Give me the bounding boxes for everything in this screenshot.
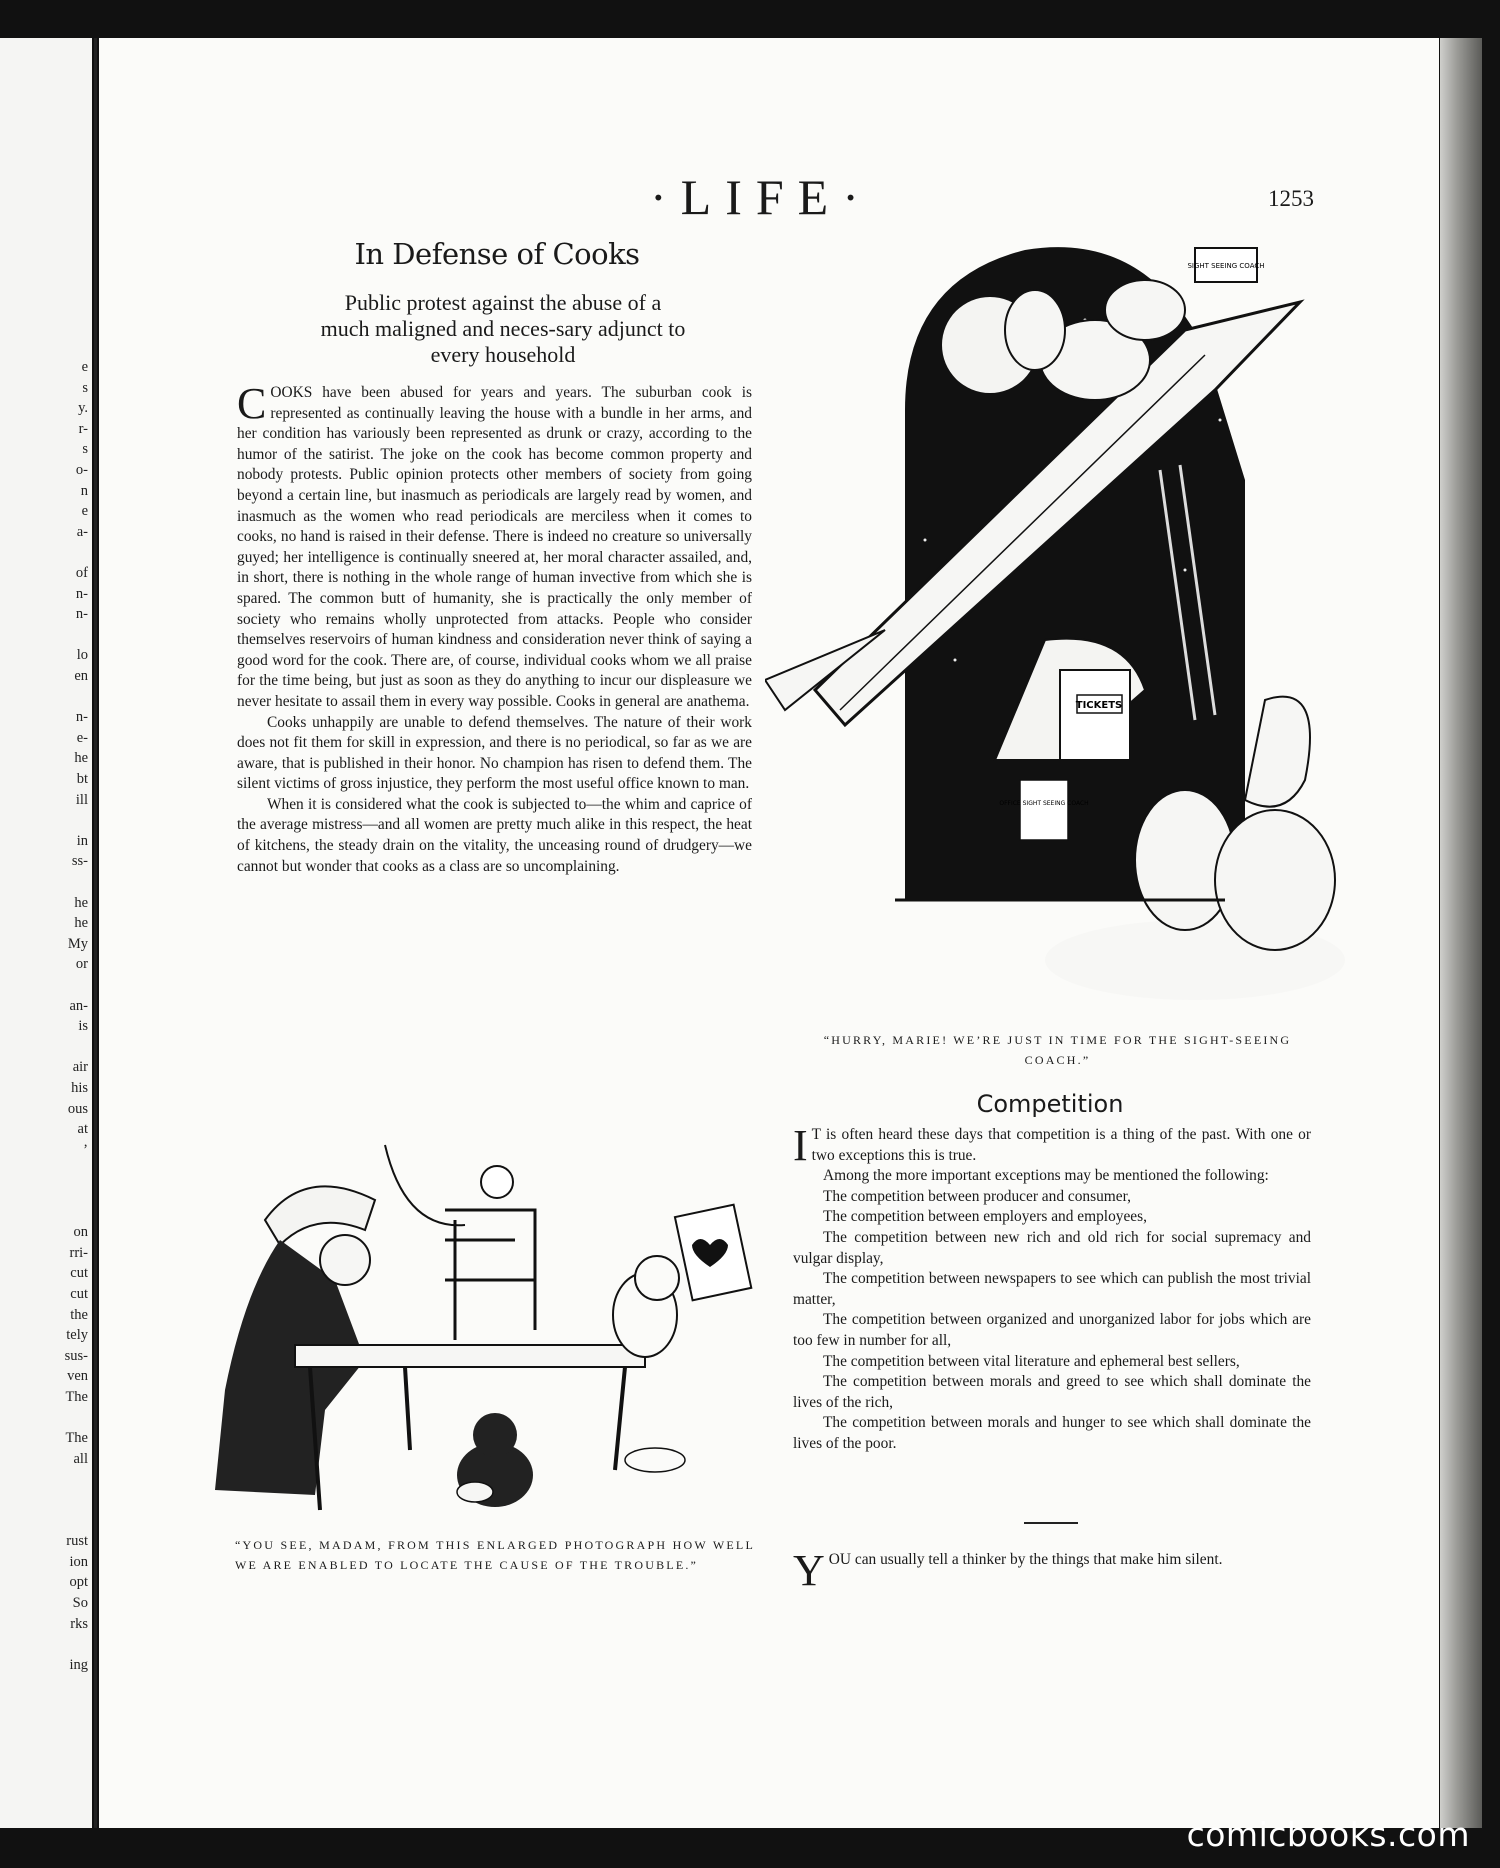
fragment-line: ss- xyxy=(71,853,88,870)
sightseeing-sign-text: SIGHT SEEING COACH xyxy=(1187,262,1265,270)
fragment-line: ous xyxy=(67,1100,88,1117)
fragment-line: n- xyxy=(75,709,88,726)
fragment-line: s xyxy=(82,379,88,396)
fragment-line: tely xyxy=(66,1327,88,1344)
fragment-line: cut xyxy=(70,1265,88,1282)
fragment-line: s xyxy=(82,441,88,458)
article-paragraph-2: Cooks unhappily are unable to defend themselves. The nature of their work does not fit them for skill in expression, and there is no periodical, so far as we are aware, that is published in their honor. No champion has risen to defend them. The silent victims of gross injustice, they perform the most useful office known to man. xyxy=(237,713,752,793)
fragment-line: ion xyxy=(69,1553,88,1570)
filler-drop-cap: Y xyxy=(793,1546,825,1595)
competition-item: The competition between vital literature and ephemeral best sellers, xyxy=(823,1352,1240,1370)
fragment-line: o- xyxy=(75,462,88,478)
fragment-line: n- xyxy=(75,585,88,602)
fragment-line: r- xyxy=(78,420,88,437)
competition-body xyxy=(793,1121,1311,1455)
fragment-line: a- xyxy=(76,523,88,540)
fragment-line: bt xyxy=(76,771,88,787)
fragment-line: n xyxy=(80,482,88,499)
article-paragraph-3: When it is considered what the cook is subjected to—the whim and caprice of the average mistress—and all women are pretty much alike in this respect, the heat of kitchens, the steady drain on the vitality, the unceasing round of drudgery—we cannot but wonder that cooks as a class are so uncomplaining. xyxy=(237,795,752,875)
page-number: 1253 xyxy=(1268,186,1314,211)
competition-item: The competition between employers and employees, xyxy=(823,1208,1147,1226)
fragment-line: e xyxy=(81,359,88,375)
fragment-line: he xyxy=(74,894,88,911)
competition-lead: Among the more important exceptions may be mentioned the following: xyxy=(823,1167,1269,1185)
article-body xyxy=(237,379,752,877)
watermark: comicbooks.com xyxy=(1186,1815,1470,1854)
fragment-line: So xyxy=(72,1595,88,1611)
competition-intro: I T is often heard these days that competition is a thing of the past. With one or two exceptions this is true. xyxy=(793,1121,1311,1170)
fragment-line: en xyxy=(74,668,88,684)
fragment-line: ing xyxy=(69,1656,88,1673)
article-subtitle: Public protest against the abuse of a much maligned and neces-sary adjunct to every household xyxy=(320,290,686,367)
competition-list xyxy=(793,1187,1311,1455)
competition-item: The competition between newspapers to see which can publish the most trivial matter, xyxy=(793,1270,1311,1308)
fragment-line: y. xyxy=(78,400,88,417)
competition-item: The competition between morals and hunger to see which shall dominate the lives of the poor. xyxy=(793,1414,1311,1452)
page-edge xyxy=(1440,38,1482,1828)
gutter-line xyxy=(94,38,97,1828)
drop-cap: C xyxy=(237,379,267,428)
fragment-line: sus- xyxy=(64,1347,88,1364)
fragment-line: rust xyxy=(66,1533,88,1550)
competition-item: The competition between new rich and old rich for social supremacy and vulgar display, xyxy=(793,1228,1311,1267)
competition-drop-cap: I xyxy=(793,1121,808,1170)
fragment-line: of xyxy=(75,565,88,581)
fragment-line: is xyxy=(78,1018,88,1035)
office-sign-text: OFFICE SIGHT SEEING COACH xyxy=(999,800,1089,807)
previous-page-fragment xyxy=(0,38,92,1828)
fragment-line: ill xyxy=(75,791,88,808)
fragment-line: in xyxy=(76,832,88,849)
fragment-line: My xyxy=(67,935,88,952)
competition-item: The competition between organized and unorganized labor for jobs which are too few in number for all, xyxy=(793,1311,1311,1349)
cartoon-caption-photograph: “YOU SEE, MADAM, FROM THIS ENLARGED PHOTOGRAPH HOW WELL WE ARE ENABLED TO LOCATE THE CAUSE OF THE TROUBLE.” xyxy=(235,1538,755,1572)
fragment-line: on xyxy=(73,1224,88,1241)
fragment-line: The xyxy=(65,1389,88,1405)
competition-item: The competition between producer and consumer, xyxy=(823,1187,1131,1205)
fragment-line: ven xyxy=(67,1368,88,1385)
fragment-line: his xyxy=(71,1080,88,1096)
fragment-line: an- xyxy=(69,997,88,1014)
fragment-line: e xyxy=(81,503,88,520)
fragment-line: he xyxy=(74,915,88,932)
section-rule xyxy=(1024,1522,1078,1524)
fragment-line: lo xyxy=(76,647,88,664)
cartoon-caption-sightseeing: “HURRY, MARIE! WE’RE JUST IN TIME FOR THE SIGHT-SEEING COACH.” xyxy=(823,1033,1292,1067)
fragment-line: all xyxy=(73,1450,88,1467)
enlarged-photograph-illustration xyxy=(205,1130,765,1515)
fragment-line: rri- xyxy=(69,1244,88,1261)
fragment-line: the xyxy=(70,1306,88,1323)
article-paragraph-1: COOKS have been abused for years and years. The suburban cook is represented as continually leaving the house with a bundle in her arms, and her condition has variously been represented as drunk or crazy, according to the humor of the satirist. The joke on the cook has become common property and nobody protests. Public opinion protects other members of society from going beyond a certain line, but inasmuch as periodicals are largely read by women, and inasmuch as the women who read periodicals are merciless when it comes to cooks, no hand is raised in their defense. There is indeed no creature so universally guyed; her intelligence is continually sneered at, her moral character assailed, and, in short, there is nothing in the whole range of human invective from which she is spared. The common butt of humanity, she is practically the only member of society who remains wholly unprotected from attacks. People who consider themselves reservoirs of human kindness and consideration never think of saying a good word for the cook. There are, of course, individual cooks whom we all praise for the time being, but just as soon as they do anything to incur our displeasure we never hesitate to assail them in every way possible. Cooks in general are anathema. xyxy=(237,379,752,710)
fragment-line: ’ xyxy=(83,1141,88,1158)
fragment-line: air xyxy=(72,1059,88,1076)
fragment-line: n- xyxy=(75,606,88,623)
filler-quip: YOU can usually tell a thinker by the things that make him silent. xyxy=(793,1546,1223,1595)
fragment-line: rks xyxy=(70,1615,88,1632)
fragment-line: opt xyxy=(69,1574,88,1591)
tickets-sign-text: TICKETS xyxy=(1075,700,1123,711)
article-title: In Defense of Cooks xyxy=(354,237,640,271)
fragment-line: cut xyxy=(70,1286,88,1302)
fragment-line: or xyxy=(75,956,88,973)
masthead: ·LIFE· xyxy=(650,169,873,225)
fragment-line: he xyxy=(74,750,88,767)
office-sign xyxy=(1020,780,1068,840)
fragment-line: at xyxy=(77,1121,88,1138)
fragment-line: e- xyxy=(76,729,88,746)
sightseeing-coach-illustration xyxy=(765,240,1355,1010)
fragment-line: The xyxy=(65,1430,88,1447)
competition-item: The competition between morals and greed to see which shall dominate the lives of the rich, xyxy=(793,1373,1311,1411)
competition-title: Competition xyxy=(976,1090,1124,1118)
